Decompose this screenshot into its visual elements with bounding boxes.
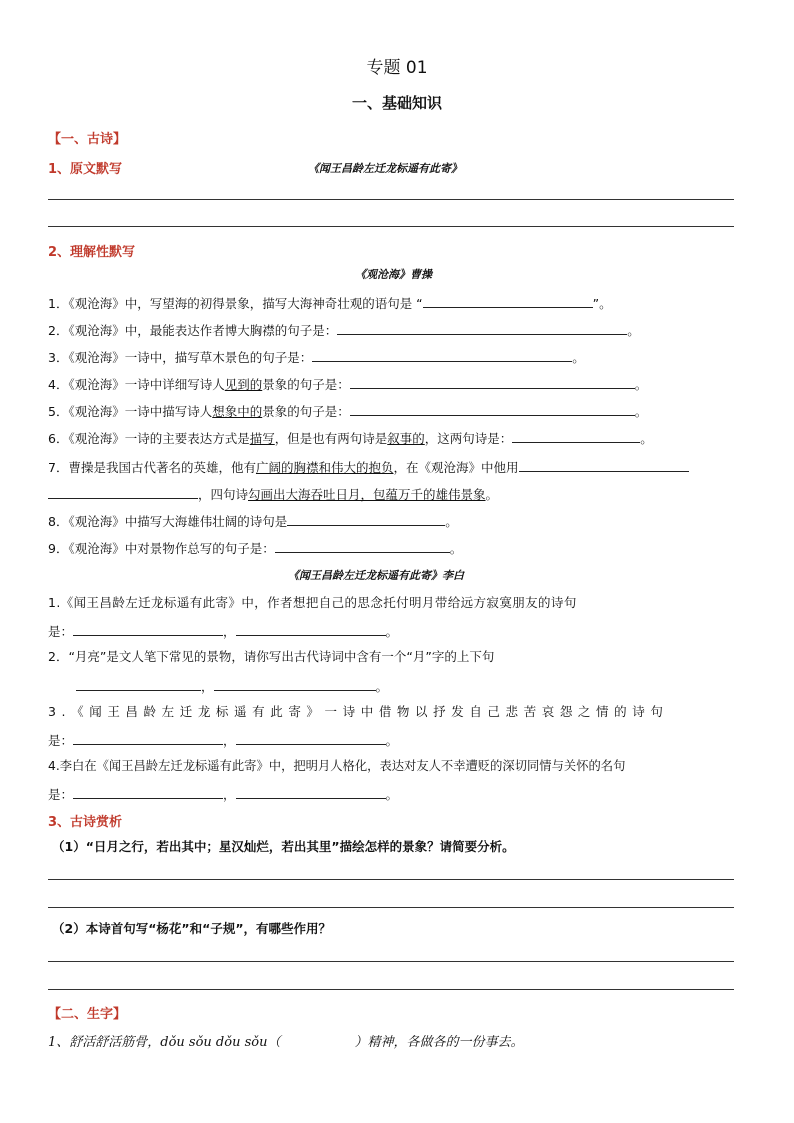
blank[interactable] [350, 401, 635, 416]
section-label-poetry: 【一、古诗】 [48, 132, 127, 147]
answer-line[interactable] [48, 961, 734, 962]
question-7: 7．曹操是我国古代著名的英雄，他有广阔的胸襟和伟大的抱负，在《观沧海》中他用 [48, 457, 689, 477]
question-r1-answer: 是： ， 。 [48, 621, 398, 641]
answer-line[interactable] [48, 989, 734, 990]
question-r3: 3.《闻王昌龄左迁龙标遥有此寄》一诗中借物以抒发自己悲苦哀怨之情的诗句 [48, 704, 669, 719]
question-3: 3．《观沧海》一诗中，描写草木景色的句子是： 。 [48, 347, 585, 367]
page-title: 专题 01 [366, 58, 428, 78]
question-4: 4．《观沧海》一诗中详细写诗人见到的景象的句子是： 。 [48, 374, 647, 394]
part3-label: 3、古诗赏析 [48, 815, 123, 830]
question-9: 9．《观沧海》中对景物作总写的句子是： 。 [48, 538, 462, 558]
blank[interactable] [350, 374, 635, 389]
character-question-1: 1、舒活舒活筋骨，dǒu sǒu dǒu sǒu（ ）精神，各做各的一份事去。 [48, 1035, 524, 1050]
blank[interactable] [73, 784, 223, 799]
question-r4-answer: 是： ， 。 [48, 784, 398, 804]
blank[interactable] [423, 293, 593, 308]
appreciation-question-2: （2）本诗首句写“杨花”和“子规”，有哪些作用？ [52, 921, 332, 936]
question-2: 2．《观沧海》中，最能表达作者博大胸襟的句子是： 。 [48, 320, 640, 340]
question-8: 8．《观沧海》中描写大海雄伟壮阔的诗句是 。 [48, 511, 458, 531]
question-r3-answer: 是： ， 。 [48, 730, 398, 750]
question-1: 1．《观沧海》中，写望海的初得景象，描写大海神奇壮观的语句是 “ ”。 [48, 293, 612, 313]
question-r2: 2．“月亮”是文人笔下常见的景物，请你写出古代诗词中含有一个“月”字的上下句 [48, 649, 495, 664]
part1-label: 1、原文默写 [48, 162, 123, 177]
question-5: 5．《观沧海》一诗中描写诗人想象中的景象的句子是： 。 [48, 401, 647, 421]
blank[interactable] [519, 457, 689, 472]
blank[interactable] [275, 538, 450, 553]
blank[interactable] [236, 621, 386, 636]
blank[interactable] [287, 511, 445, 526]
blank[interactable] [48, 484, 198, 499]
poem1-title: 《观沧海》曹操 [355, 268, 432, 281]
blank[interactable] [512, 428, 640, 443]
blank[interactable] [76, 676, 201, 691]
answer-line[interactable] [48, 879, 734, 880]
poem2-title: 《闻王昌龄左迁龙标遥有此寄》李白 [288, 569, 464, 582]
question-6: 6．《观沧海》一诗的主要表达方式是描写，但是也有两句诗是叙事的，这两句诗是： 。 [48, 428, 653, 448]
blank[interactable] [236, 784, 386, 799]
part2-label: 2、理解性默写 [48, 245, 136, 260]
blank[interactable] [214, 676, 376, 691]
answer-line[interactable] [48, 199, 734, 200]
blank[interactable] [337, 320, 627, 335]
question-7-line2: ，四句诗勾画出大海吞吐日月，包蕴万千的雄伟景象。 [48, 484, 498, 504]
blank[interactable] [236, 730, 386, 745]
blank[interactable] [73, 730, 223, 745]
appreciation-question-1: （1）“日月之行，若出其中；星汉灿烂，若出其里”描绘怎样的景象？请简要分析。 [52, 839, 515, 854]
question-r1: 1.《闻王昌龄左迁龙标遥有此寄》中，作者想把自己的思念托付明月带给远方寂寞朋友的诗句 [48, 595, 577, 610]
section-subtitle: 一、基础知识 [351, 94, 442, 112]
answer-line[interactable] [48, 226, 734, 227]
blank[interactable] [312, 347, 572, 362]
part1-poem-title: 《闻王昌龄左迁龙标遥有此寄》 [308, 162, 462, 175]
question-r2-answer: ， 。 [76, 676, 388, 696]
section-label-characters: 【二、生字】 [48, 1007, 127, 1022]
answer-line[interactable] [48, 907, 734, 908]
blank[interactable] [73, 621, 223, 636]
question-r4: 4.李白在《闻王昌龄左迁龙标遥有此寄》中，把明月人格化，表达对友人不幸遭贬的深切同情与关怀的名句 [48, 759, 626, 773]
